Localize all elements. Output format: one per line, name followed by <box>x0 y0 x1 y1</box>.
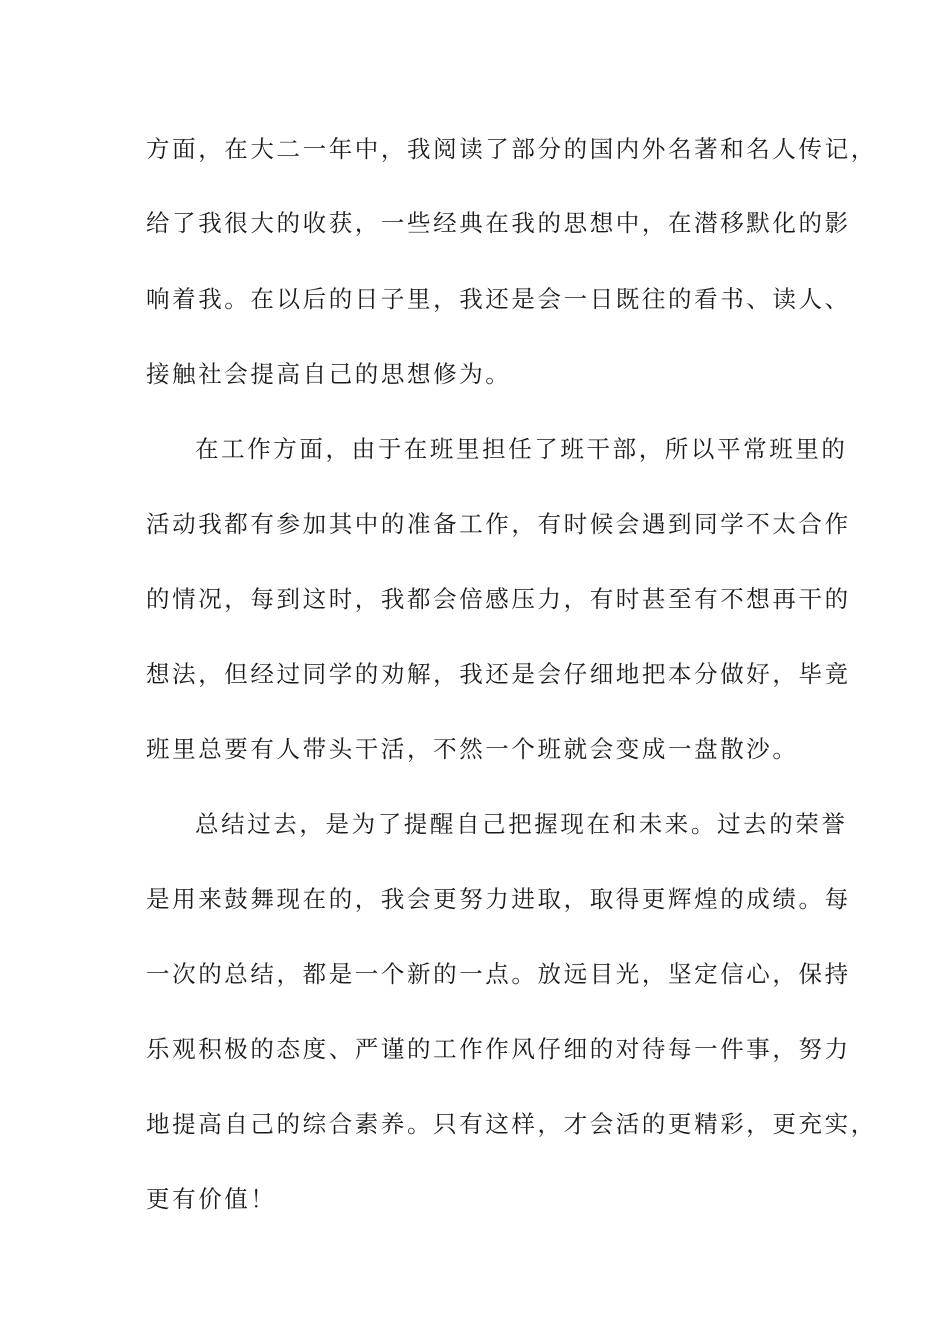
text-line: 响着我。在以后的日子里，我还是会一日既往的看书、读人、 <box>146 285 851 313</box>
text-line: 的情况，每到这时，我都会倍感压力，有时甚至有不想再干的 <box>146 585 851 613</box>
text-line: 乐观积极的态度、严谨的工作作风仔细的对待每一件事，努力 <box>146 1035 851 1063</box>
text-line: 想法，但经过同学的劝解，我还是会仔细地把本分做好，毕竟 <box>146 660 851 688</box>
paragraph-first-line: 总结过去，是为了提醒自己把握现在和未来。过去的荣誉 <box>195 810 848 838</box>
text-line: 班里总要有人带头干活，不然一个班就会变成一盘散沙。 <box>146 735 799 763</box>
paragraph-first-line: 在工作方面，由于在班里担任了班干部，所以平常班里的 <box>195 435 848 463</box>
text-line: 更有价值！ <box>146 1185 277 1213</box>
text-line: 一次的总结，都是一个新的一点。放远目光，坚定信心，保持 <box>146 960 851 988</box>
text-line: 活动我都有参加其中的准备工作，有时候会遇到同学不太合作 <box>146 510 851 538</box>
text-line: 方面，在大二一年中，我阅读了部分的国内外名著和名人传记， <box>146 135 877 163</box>
text-line: 是用来鼓舞现在的，我会更努力进取，取得更辉煌的成绩。每 <box>146 885 851 913</box>
text-line: 给了我很大的收获，一些经典在我的思想中，在潜移默化的影 <box>146 209 851 237</box>
text-line: 接触社会提高自己的思想修为。 <box>146 360 512 388</box>
text-line: 地提高自己的综合素养。只有这样，才会活的更精彩，更充实， <box>146 1110 877 1138</box>
